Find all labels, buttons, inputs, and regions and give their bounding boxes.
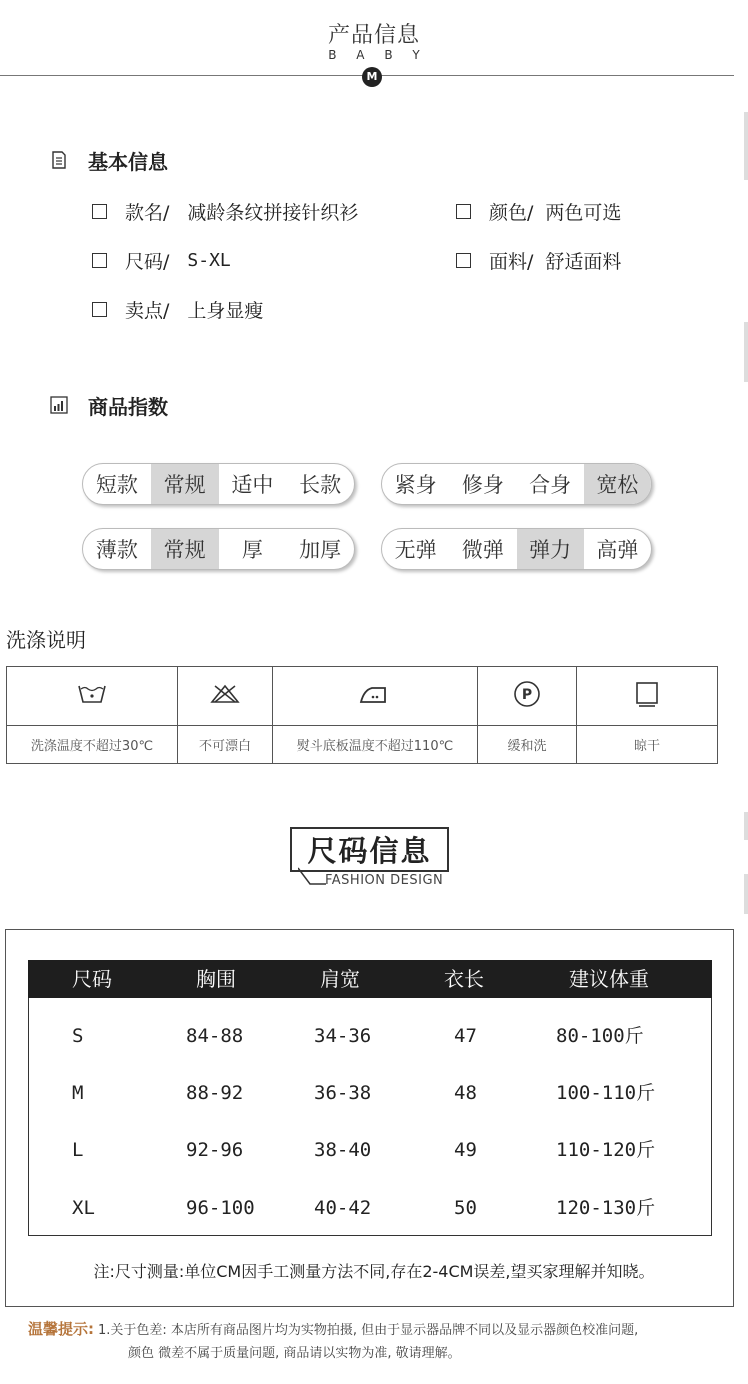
info-style-name bbox=[92, 198, 358, 225]
info-key: 款名/ bbox=[125, 202, 170, 224]
info-value: 上身显瘦 bbox=[187, 300, 264, 322]
header-cell: 衣长 bbox=[444, 967, 484, 991]
tip-text: 1.关于色差: 本店所有商品图片均为实物拍摄, 但由于显示器品牌不同以及显示器颜色校准问题, bbox=[98, 1323, 639, 1338]
wash-label: 熨斗底板温度不超过110℃ bbox=[273, 726, 478, 764]
table-cell: 49 bbox=[454, 1139, 477, 1161]
scale-option-selected: 弹力 bbox=[517, 529, 584, 569]
wash-label: 晾干 bbox=[577, 726, 718, 764]
wash-title: 洗涤说明 bbox=[6, 628, 86, 652]
checkbox-icon bbox=[92, 302, 107, 317]
table-cell: 40-42 bbox=[314, 1197, 372, 1219]
info-value: S-XL bbox=[187, 250, 231, 271]
index-title: 商品指数 bbox=[88, 395, 168, 419]
info-size bbox=[92, 247, 231, 274]
bar-chart-icon bbox=[50, 396, 68, 414]
edge-mark bbox=[744, 322, 748, 382]
scale-option: 修身 bbox=[461, 473, 504, 497]
table-row bbox=[28, 1135, 712, 1165]
table-cell: 80-100斤 bbox=[556, 1025, 644, 1047]
wash-label: 洗涤温度不超过30℃ bbox=[7, 726, 178, 764]
basic-info-title: 基本信息 bbox=[88, 150, 168, 174]
checkbox-icon bbox=[92, 204, 107, 219]
baby-subtitle bbox=[0, 48, 748, 62]
wash-label: 缓和洗 bbox=[478, 726, 577, 764]
table-cell: XL bbox=[72, 1197, 95, 1219]
table-cell: 47 bbox=[454, 1025, 477, 1047]
size-note: 注:尺寸测量:单位CM因手工测量方法不同,存在2-4CM误差,望买家理解并知晓。 bbox=[93, 1262, 655, 1281]
header-cell: 肩宽 bbox=[320, 967, 360, 991]
info-key: 颜色/ bbox=[489, 202, 534, 224]
scale-option: 加厚 bbox=[299, 538, 342, 562]
table-cell: 50 bbox=[454, 1197, 477, 1219]
document-icon bbox=[50, 151, 68, 169]
edge-mark bbox=[744, 874, 748, 914]
fit-scale bbox=[381, 463, 652, 505]
table-cell: 88-92 bbox=[186, 1082, 244, 1104]
table-cell: 120-130斤 bbox=[556, 1197, 656, 1219]
wash-icon-cell bbox=[273, 667, 478, 726]
elasticity-scale bbox=[381, 528, 652, 570]
tip-line-2: 颜色 微差不属于质量问题, 商品请以实物为准, 敬请理解。 bbox=[128, 1346, 461, 1361]
scale-option: 适中 bbox=[231, 473, 274, 497]
info-key: 尺码/ bbox=[125, 251, 170, 273]
size-table-header bbox=[28, 960, 712, 998]
scale-option-selected: 宽松 bbox=[584, 464, 651, 504]
scale-option: 薄款 bbox=[95, 538, 138, 562]
header-cell: 建议体重 bbox=[569, 967, 649, 991]
scale-option: 长款 bbox=[299, 473, 342, 497]
table-cell: 38-40 bbox=[314, 1139, 372, 1161]
wash-icon-cell bbox=[577, 667, 718, 726]
wash-table bbox=[6, 666, 718, 764]
info-value: 舒适面料 bbox=[545, 251, 622, 273]
table-cell: 96-100 bbox=[186, 1197, 255, 1219]
scale-option: 微弹 bbox=[461, 538, 504, 562]
info-fabric bbox=[456, 247, 621, 274]
iron-icon bbox=[358, 682, 392, 706]
scale-option-selected: 常规 bbox=[151, 464, 219, 504]
svg-text:P: P bbox=[521, 687, 533, 703]
scale-option: 合身 bbox=[529, 473, 572, 497]
scale-option: 无弹 bbox=[394, 538, 437, 562]
brand-badge: M bbox=[362, 67, 382, 87]
table-cell: 92-96 bbox=[186, 1139, 244, 1161]
sub-letter: A bbox=[356, 48, 365, 62]
page-title: 产品信息 bbox=[327, 23, 420, 48]
info-value: 减龄条纹拼接针织衫 bbox=[187, 202, 359, 224]
tip-line-1 bbox=[28, 1318, 638, 1339]
scale-option-selected: 常规 bbox=[151, 529, 219, 569]
dry-clean-p-icon bbox=[513, 680, 541, 708]
table-cell: 84-88 bbox=[186, 1025, 244, 1047]
size-banner-subtitle: FASHION DESIGN bbox=[325, 873, 444, 888]
table-cell: M bbox=[72, 1082, 84, 1104]
table-row bbox=[28, 1193, 712, 1223]
sub-letter: Y bbox=[412, 48, 420, 62]
info-color bbox=[456, 198, 621, 225]
checkbox-icon bbox=[92, 253, 107, 268]
table-cell: L bbox=[72, 1139, 84, 1161]
size-banner-title: 尺码信息 bbox=[307, 834, 432, 868]
table-row bbox=[28, 1021, 712, 1051]
wash-tub-icon bbox=[77, 682, 107, 706]
table-cell: S bbox=[72, 1025, 84, 1047]
edge-mark bbox=[744, 112, 748, 180]
wash-label: 不可漂白 bbox=[178, 726, 273, 764]
checkbox-icon bbox=[456, 253, 471, 268]
wash-icon-cell bbox=[178, 667, 273, 726]
tip-label: 温馨提示: bbox=[28, 1320, 94, 1338]
info-selling-point bbox=[92, 296, 263, 323]
dry-icon bbox=[633, 680, 661, 708]
no-bleach-icon bbox=[209, 683, 241, 705]
table-cell: 36-38 bbox=[314, 1082, 372, 1104]
scale-option: 紧身 bbox=[394, 473, 437, 497]
table-cell: 100-110斤 bbox=[556, 1082, 656, 1104]
table-cell: 110-120斤 bbox=[556, 1139, 656, 1161]
scale-option: 厚 bbox=[241, 538, 263, 562]
thickness-scale bbox=[82, 528, 355, 570]
length-scale bbox=[82, 463, 355, 505]
checkbox-icon bbox=[456, 204, 471, 219]
sub-letter: B bbox=[328, 48, 337, 62]
sub-letter: B bbox=[384, 48, 393, 62]
info-value: 两色可选 bbox=[545, 202, 622, 224]
table-cell: 48 bbox=[454, 1082, 477, 1104]
table-cell: 34-36 bbox=[314, 1025, 372, 1047]
table-row bbox=[28, 1078, 712, 1108]
info-key: 卖点/ bbox=[125, 300, 170, 322]
wash-icon-cell bbox=[478, 667, 577, 726]
scale-option: 短款 bbox=[95, 473, 138, 497]
header-cell: 胸围 bbox=[196, 967, 236, 991]
header-cell: 尺码 bbox=[72, 967, 112, 991]
scale-option: 高弹 bbox=[596, 538, 639, 562]
info-key: 面料/ bbox=[489, 251, 534, 273]
banner-arrow-icon bbox=[298, 866, 328, 888]
wash-icon-cell bbox=[7, 667, 178, 726]
edge-mark bbox=[744, 812, 748, 840]
